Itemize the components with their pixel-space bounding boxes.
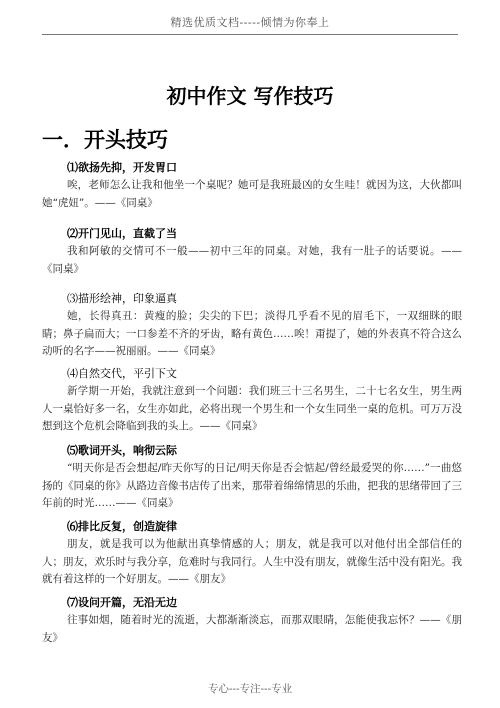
- header-divider: [42, 34, 458, 35]
- tip-heading: ⑴欲扬先抑，开发胃口: [67, 161, 177, 174]
- tip-body: 唉，老师怎么让我和他坐一个桌呢？她可是我班最凶的女生哇！就因为这，大伙都叫她“虎妞”。——《同桌》: [42, 179, 462, 209]
- tip-heading: ⑶描形绘神，印象逼真: [67, 292, 177, 305]
- tip-heading: ⑹排比反复，创造旋律: [67, 520, 177, 533]
- tip-body: 往事如烟，随着时光的流逝，大都渐渐淡忘，而那双眼睛，怎能使我忘怀？——《朋友》: [42, 614, 462, 644]
- tip-heading: ⑸歌词开头，响彻云际: [67, 444, 177, 457]
- document-title: 初中作文 写作技巧: [166, 84, 334, 108]
- page-header: 精选优质文档-----倾情为你奉上: [170, 16, 330, 29]
- tip-body: 朋友，就是我可以为他献出真挚情感的人；朋友，就是我可以对他付出全部信任的人；朋友，欢乐时与我分享，危难时与我同行。人生中没有朋友，就像生活中没有阳光。我就有着这样的一个好朋友。——《朋友》: [42, 538, 462, 585]
- tip-heading: ⑷自然交代，平引下文: [67, 367, 177, 380]
- tip-1: [42, 160, 462, 212]
- tip-heading: ⑺设问开篇，无沿无边: [67, 596, 177, 609]
- tip-3: [42, 291, 462, 361]
- tip-5: [42, 443, 462, 513]
- tip-heading: ⑵开门见山，直截了当: [67, 227, 177, 240]
- tip-4: [42, 366, 462, 436]
- tip-6: [42, 519, 462, 589]
- tip-body: 她，长得真丑：黄瘦的脸；尖尖的下巴；淡得几乎看不见的眉毛下，一双细眯的眼睛；鼻子扁而大；一口参差不齐的牙齿，略有黄色……唉！甭提了，她的外表真不符合这么动听的名字——祝丽丽。——《同桌》: [42, 310, 462, 357]
- page-footer: 专心---专注---专业: [207, 683, 293, 695]
- tip-body: “明天你是否会想起/昨天你写的日记/明天你是否会惦起/曾经最爱哭的你……”一曲悠扬的《同桌的你》从路边音像书店传了出来，那带着绵绵情思的乐曲，把我的思绪带回了三年前的时光……——《同桌》: [42, 462, 462, 509]
- section-title: 一．开头技巧: [42, 127, 168, 152]
- tip-body: 我和阿敏的交情可不一般——初中三年的同桌。对她，我有一肚子的话要说。——《同桌》: [42, 245, 462, 275]
- tip-7: [42, 595, 462, 647]
- tip-2: [42, 226, 462, 278]
- tip-body: 新学期一开始，我就注意到一个问题：我们班三十三名男生，二十七名女生，男生两人一桌恰好多一名，女生亦如此，必将出现一个男生和一个女生同坐一桌的危机。可万万没想到这个危机会降临到我的头上。——《同桌》: [42, 385, 462, 432]
